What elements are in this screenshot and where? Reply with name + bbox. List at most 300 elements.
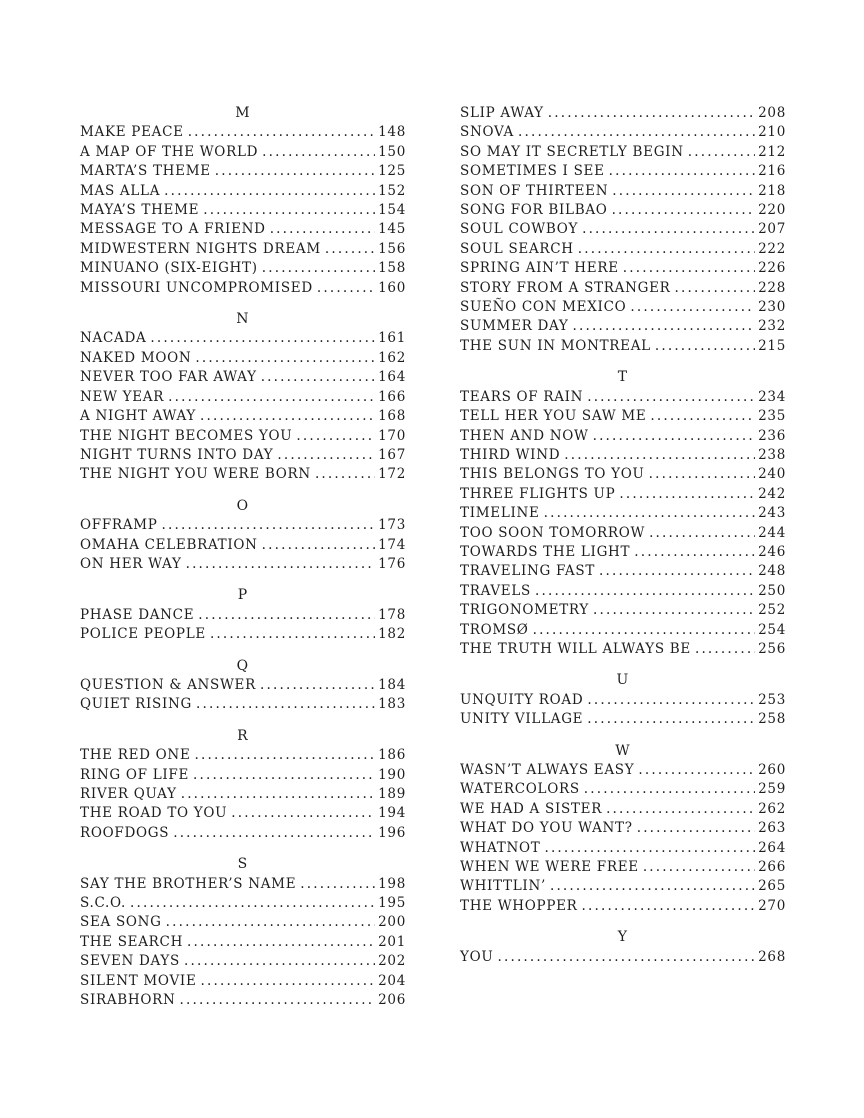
song-title: WHITTLIN’ <box>460 878 546 895</box>
song-title: SIRABHORN <box>80 992 176 1009</box>
page-number: 162 <box>378 349 406 366</box>
song-title: SUEÑO CON MEXICO <box>460 299 627 316</box>
song-title: SOMETIMES I SEE <box>460 163 605 180</box>
toc-entry <box>80 465 406 484</box>
song-title: MESSAGE TO A FRIEND <box>80 221 266 238</box>
dot-leader <box>166 913 375 932</box>
dot-leader <box>584 780 755 799</box>
toc-entry <box>460 504 786 523</box>
page-number: 252 <box>758 602 786 619</box>
page-number: 195 <box>378 895 406 912</box>
dot-leader <box>544 839 755 858</box>
dot-leader <box>655 337 755 356</box>
dot-leader <box>215 162 375 181</box>
page-number: 184 <box>378 676 406 693</box>
dot-leader <box>262 536 375 555</box>
dot-leader <box>188 123 375 142</box>
page-number: 215 <box>758 337 786 354</box>
toc-entry <box>460 877 786 896</box>
song-title: THE SUN IN MONTREAL <box>460 337 651 354</box>
song-title: WE HAD A SISTER <box>460 800 603 817</box>
toc-entry <box>460 948 786 967</box>
toc-entry <box>80 201 406 220</box>
toc-entry <box>460 279 786 298</box>
toc-entry <box>460 407 786 426</box>
page-number: 156 <box>378 240 406 257</box>
dot-leader <box>300 875 375 894</box>
page-number: 264 <box>758 839 786 856</box>
song-title: SONG FOR BILBAO <box>460 202 608 219</box>
page-number: 172 <box>378 466 406 483</box>
toc-entry <box>80 220 406 239</box>
toc-entry <box>80 427 406 446</box>
song-title: THE NIGHT YOU WERE BORN <box>80 466 311 483</box>
dot-leader <box>643 858 755 877</box>
song-title: SEVEN DAYS <box>80 953 180 970</box>
song-title: THE RED ONE <box>80 747 191 764</box>
page-number: 262 <box>758 800 786 817</box>
toc-entry <box>80 785 406 804</box>
song-title: ON HER WAY <box>80 555 182 572</box>
toc-entry <box>80 625 406 644</box>
dot-leader <box>587 388 755 407</box>
song-title: SLIP AWAY <box>460 105 544 121</box>
song-title: THE TRUTH WILL ALWAYS BE <box>460 640 691 657</box>
dot-leader <box>582 897 756 916</box>
toc-column-left <box>80 104 406 1010</box>
song-title: OMAHA CELEBRATION <box>80 536 258 553</box>
song-title: THREE FLIGHTS UP <box>460 485 616 502</box>
toc-entry <box>460 388 786 407</box>
toc-entry <box>460 446 786 465</box>
dot-leader <box>630 298 755 317</box>
page-number: 250 <box>758 582 786 599</box>
dot-leader <box>593 427 756 446</box>
dot-leader <box>270 220 375 239</box>
page-number: 202 <box>378 953 406 970</box>
page-number: 145 <box>378 221 406 238</box>
song-title: MISSOURI UNCOMPROMISED <box>80 279 313 296</box>
dot-leader <box>497 948 755 967</box>
section-letter-heading: S <box>237 856 249 873</box>
dot-leader <box>612 201 756 220</box>
song-title: TIMELINE <box>460 505 540 522</box>
toc-entry <box>460 800 786 819</box>
dot-leader <box>587 691 755 710</box>
dot-leader <box>168 388 375 407</box>
page-number: 222 <box>758 240 786 257</box>
toc-entry <box>80 746 406 765</box>
dot-leader <box>195 349 375 368</box>
song-title: WHEN WE WERE FREE <box>460 859 639 876</box>
song-title: TEARS OF RAIN <box>460 388 584 405</box>
page-number: 270 <box>758 897 786 914</box>
song-title: MIDWESTERN NIGHTS DREAM <box>80 240 321 257</box>
dot-leader <box>200 407 375 426</box>
page-number: 240 <box>758 466 786 483</box>
page-number: 206 <box>378 992 406 1009</box>
song-title: OFFRAMP <box>80 517 158 534</box>
dot-leader <box>550 877 755 896</box>
toc-entry <box>460 897 786 916</box>
dot-leader <box>164 182 375 201</box>
toc-entry <box>460 220 786 239</box>
song-title: THE WHOPPER <box>460 897 578 914</box>
song-title: TOWARDS THE LIGHT <box>460 543 631 560</box>
song-title: SILENT MOVIE <box>80 972 197 989</box>
toc-entry <box>80 368 406 387</box>
page-number: 243 <box>758 505 786 522</box>
dot-leader <box>173 824 375 843</box>
toc-column-right <box>460 104 786 1010</box>
page-number: 204 <box>378 972 406 989</box>
dot-leader <box>296 427 375 446</box>
song-title: YOU <box>460 948 494 965</box>
song-title: MAS ALLA <box>80 182 161 199</box>
toc-entry <box>80 259 406 278</box>
section-letter-heading: R <box>237 727 249 744</box>
toc-entry <box>80 536 406 555</box>
section-letter-heading: P <box>237 587 249 604</box>
song-title: MINUANO (SIX-EIGHT) <box>80 260 258 277</box>
dot-leader <box>201 972 376 991</box>
toc-entry <box>80 766 406 785</box>
dot-leader <box>210 625 375 644</box>
toc-entry <box>80 407 406 426</box>
page-number: 194 <box>378 805 406 822</box>
toc-entry <box>460 858 786 877</box>
toc-entry <box>460 839 786 858</box>
toc-entry <box>460 582 786 601</box>
section-letter-heading: Q <box>236 657 250 674</box>
song-title: TOO SOON TOMORROW <box>460 524 646 541</box>
song-title: SO MAY IT SECRETLY BEGIN <box>460 143 684 160</box>
dot-leader <box>196 695 375 714</box>
page-number: 167 <box>378 446 406 463</box>
page-number: 160 <box>378 279 406 296</box>
dot-leader <box>193 766 375 785</box>
song-title: SOUL COWBOY <box>460 221 579 238</box>
dot-leader <box>649 465 756 484</box>
page-number: 207 <box>758 221 786 238</box>
page-number: 263 <box>758 820 786 837</box>
song-title: THIRD WIND <box>460 446 561 463</box>
dot-leader <box>203 201 375 220</box>
page-number: 260 <box>758 762 786 778</box>
page-number: 183 <box>378 696 406 713</box>
page-number: 226 <box>758 260 786 277</box>
song-title: TRIGONOMETRY <box>460 602 589 619</box>
toc-entry <box>80 143 406 162</box>
song-title: THE SEARCH <box>80 933 184 950</box>
song-title: UNQUITY ROAD <box>460 691 584 708</box>
song-title: NEW YEAR <box>80 388 165 405</box>
page-number: 244 <box>758 524 786 541</box>
page-number: 228 <box>758 279 786 296</box>
page-number: 220 <box>758 202 786 219</box>
page-number: 200 <box>378 914 406 931</box>
toc-entry <box>460 562 786 581</box>
dot-leader <box>195 746 376 765</box>
toc-entry <box>460 710 786 729</box>
dot-leader <box>688 143 755 162</box>
page-number: 196 <box>378 824 406 841</box>
page-number: 190 <box>378 766 406 783</box>
toc-entry <box>460 259 786 278</box>
page-number: 254 <box>758 621 786 638</box>
toc-entry <box>460 780 786 799</box>
page-number: 256 <box>758 640 786 657</box>
toc-entry <box>80 388 406 407</box>
page-number: 178 <box>378 606 406 623</box>
toc-entry <box>460 543 786 562</box>
page-number: 174 <box>378 536 406 553</box>
toc-entry <box>80 952 406 971</box>
page-number: 218 <box>758 182 786 199</box>
toc-entry <box>80 804 406 823</box>
toc-entry <box>460 485 786 504</box>
toc-entry <box>460 162 786 181</box>
toc-entry <box>80 162 406 181</box>
toc-entry <box>80 824 406 843</box>
page-number: 182 <box>378 626 406 643</box>
page-number: 168 <box>378 408 406 425</box>
toc-entry <box>80 555 406 574</box>
song-title: A NIGHT AWAY <box>80 408 196 425</box>
song-title: STORY FROM A STRANGER <box>460 279 671 296</box>
page-number: 201 <box>378 933 406 950</box>
song-title: POLICE PEOPLE <box>80 626 206 643</box>
dot-leader <box>619 485 755 504</box>
toc-entry <box>460 761 786 780</box>
toc-entry <box>80 182 406 201</box>
page-number: 150 <box>378 143 406 160</box>
page-number: 258 <box>758 711 786 728</box>
toc-entry <box>80 240 406 259</box>
dot-leader <box>612 182 755 201</box>
song-title: WHAT DO YOU WANT? <box>460 820 633 837</box>
page-number: 248 <box>758 563 786 580</box>
toc-entry <box>80 279 406 298</box>
dot-leader <box>599 562 755 581</box>
page-number: 164 <box>378 369 406 386</box>
song-title: MARTA’S THEME <box>80 163 211 180</box>
page-number: 198 <box>378 875 406 892</box>
page-number: 176 <box>378 555 406 572</box>
page-number: 189 <box>378 786 406 802</box>
dot-leader <box>187 933 375 952</box>
toc-entry <box>80 913 406 932</box>
page-number: 154 <box>378 202 406 219</box>
dot-leader <box>181 785 375 804</box>
page-number: 148 <box>378 124 406 141</box>
dot-leader <box>533 621 756 640</box>
page-number: 216 <box>758 163 786 180</box>
toc-entry <box>80 933 406 952</box>
dot-leader <box>548 104 755 123</box>
dot-leader <box>315 465 375 484</box>
section-letter-heading: Y <box>617 929 629 946</box>
dot-leader <box>262 143 375 162</box>
page-number: 210 <box>758 124 786 141</box>
toc-entry <box>80 875 406 894</box>
dot-leader <box>518 123 755 142</box>
toc-entry <box>80 972 406 991</box>
song-title: NACADA <box>80 330 147 347</box>
toc-entry <box>80 991 406 1010</box>
toc-entry <box>80 676 406 695</box>
dot-leader <box>638 761 755 780</box>
toc-entry <box>460 317 786 336</box>
page-number: 268 <box>758 948 786 965</box>
dot-leader <box>544 504 756 523</box>
page-number: 234 <box>758 388 786 405</box>
toc-entry <box>460 182 786 201</box>
song-title: WATERCOLORS <box>460 781 580 798</box>
toc-entry <box>460 601 786 620</box>
dot-leader <box>277 446 375 465</box>
dot-leader <box>564 446 755 465</box>
toc-entry <box>460 819 786 838</box>
dot-leader <box>582 220 755 239</box>
song-title: QUIET RISING <box>80 696 193 713</box>
toc-entry <box>460 240 786 259</box>
song-title: SON OF THIRTEEN <box>460 182 609 199</box>
dot-leader <box>623 259 755 278</box>
toc-entry <box>460 298 786 317</box>
toc-entry <box>460 104 786 123</box>
page-number: 242 <box>758 485 786 502</box>
dot-leader <box>184 952 375 971</box>
song-title: A MAP OF THE WORLD <box>80 143 259 160</box>
page-number: 265 <box>758 878 786 895</box>
dot-leader <box>578 240 755 259</box>
dot-leader <box>262 259 375 278</box>
dot-leader <box>130 894 375 913</box>
page-number: 259 <box>758 781 786 798</box>
toc-entry <box>460 427 786 446</box>
toc-entry <box>460 143 786 162</box>
toc-entry <box>460 640 786 659</box>
dot-leader <box>261 368 375 387</box>
dot-leader <box>637 819 755 838</box>
page-number: 170 <box>378 427 406 444</box>
page-number: 266 <box>758 859 786 876</box>
toc-entry <box>460 465 786 484</box>
song-title: NIGHT TURNS INTO DAY <box>80 446 274 463</box>
page-number: 236 <box>758 427 786 444</box>
song-title: WHATNOT <box>460 839 541 856</box>
table-of-contents <box>80 104 786 1010</box>
dot-leader <box>593 601 755 620</box>
page-number: 253 <box>758 691 786 708</box>
dot-leader <box>198 606 375 625</box>
song-title: THE ROAD TO YOU <box>80 805 228 822</box>
dot-leader <box>675 279 756 298</box>
page-number: 125 <box>378 163 406 180</box>
song-title: MAYA’S THEME <box>80 202 200 219</box>
song-title: ROOFDOGS <box>80 824 170 841</box>
song-title: SUMMER DAY <box>460 318 569 335</box>
dot-leader <box>162 516 376 535</box>
page-number: 158 <box>378 260 406 277</box>
section-letter-heading: O <box>236 497 250 514</box>
toc-entry <box>460 621 786 640</box>
toc-entry <box>80 695 406 714</box>
page-number: 235 <box>758 408 786 425</box>
song-title: NAKED MOON <box>80 349 192 366</box>
toc-entry <box>460 201 786 220</box>
page-number: 186 <box>378 747 406 764</box>
dot-leader <box>325 240 375 259</box>
song-title: SAY THE BROTHER’S NAME <box>80 875 297 892</box>
dot-leader <box>150 329 375 348</box>
toc-entry <box>80 349 406 368</box>
dot-leader <box>606 800 755 819</box>
song-title: SEA SONG <box>80 914 162 931</box>
song-title: NEVER TOO FAR AWAY <box>80 369 257 386</box>
dot-leader <box>180 991 376 1010</box>
toc-entry <box>460 524 786 543</box>
song-title: TELL HER YOU SAW ME <box>460 408 647 425</box>
dot-leader <box>317 279 375 298</box>
page-number: 238 <box>758 446 786 463</box>
page-number: 230 <box>758 299 786 316</box>
song-title: S.C.O. <box>80 895 126 912</box>
toc-entry <box>80 446 406 465</box>
section-letter-heading: T <box>617 369 629 386</box>
song-title: RING OF LIFE <box>80 766 190 783</box>
page-number: 232 <box>758 318 786 335</box>
page-number: 212 <box>758 143 786 160</box>
toc-entry <box>460 337 786 356</box>
page-number: 152 <box>378 182 406 199</box>
page-number: 166 <box>378 388 406 405</box>
toc-entry <box>80 123 406 142</box>
toc-entry <box>80 516 406 535</box>
song-title: RIVER QUAY <box>80 786 177 802</box>
toc-entry <box>460 123 786 142</box>
dot-leader <box>186 555 376 574</box>
dot-leader <box>573 317 756 336</box>
dot-leader <box>587 710 755 729</box>
song-title: TROMSØ <box>460 621 529 638</box>
section-letter-heading: N <box>236 311 250 328</box>
dot-leader <box>634 543 755 562</box>
section-letter-heading: W <box>615 742 631 759</box>
page-number: 161 <box>378 330 406 347</box>
dot-leader <box>260 676 375 695</box>
page-number: 173 <box>378 517 406 534</box>
dot-leader <box>609 162 755 181</box>
song-title: SOUL SEARCH <box>460 240 574 257</box>
dot-leader <box>231 804 375 823</box>
song-title: THIS BELONGS TO YOU <box>460 466 645 483</box>
song-title: SPRING AIN’T HERE <box>460 260 619 277</box>
song-title: PHASE DANCE <box>80 606 195 623</box>
song-title: THE NIGHT BECOMES YOU <box>80 427 293 444</box>
toc-entry <box>80 894 406 913</box>
song-title: WASN’T ALWAYS EASY <box>460 762 635 778</box>
song-title: MAKE PEACE <box>80 124 184 141</box>
toc-entry <box>460 691 786 710</box>
dot-leader <box>649 524 755 543</box>
dot-leader <box>695 640 755 659</box>
section-letter-heading: M <box>235 105 251 121</box>
song-title: TRAVELING FAST <box>460 563 596 580</box>
toc-entry <box>80 606 406 625</box>
page-number: 246 <box>758 543 786 560</box>
